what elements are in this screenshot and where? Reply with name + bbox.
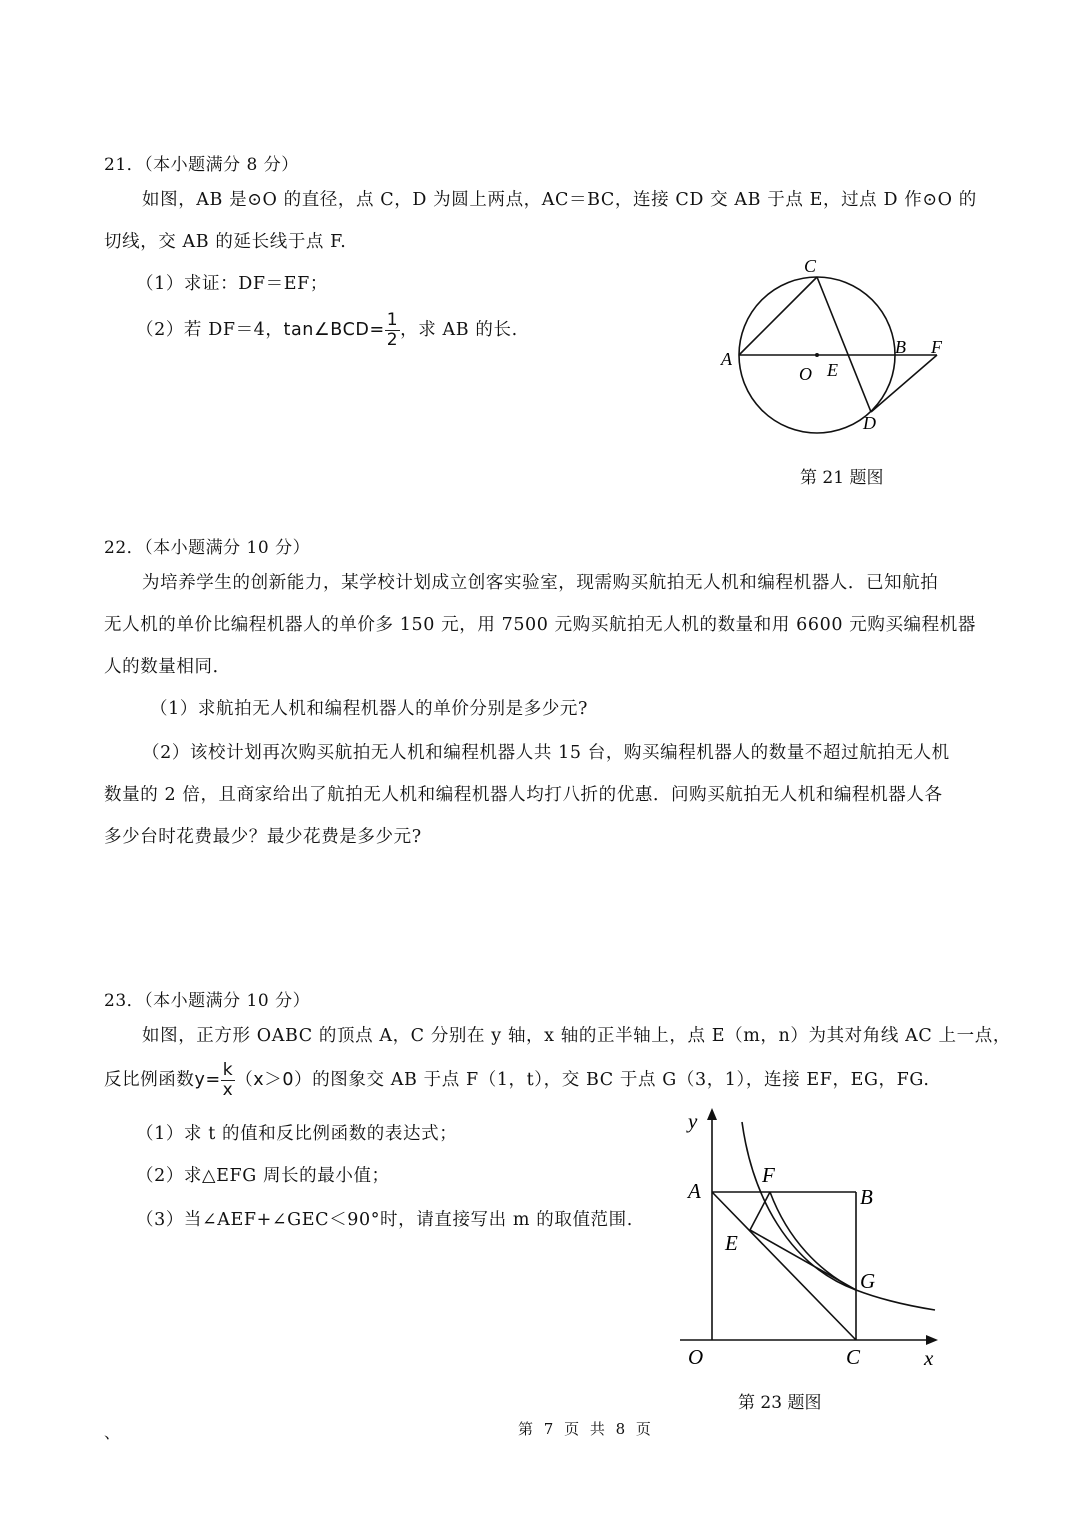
q23-line-EF [750,1192,770,1230]
q21-part-2 [136,312,518,349]
q23-y-axis-arrow [707,1108,717,1120]
q21-text-line-2: 切线，交 AB 的延长线于点 F. [104,232,347,252]
q22-part-1: （1）求航拍无人机和编程机器人的单价分别是多少元? [150,699,589,719]
q22-part-2-line-3: 多少台时花费最少？最少花费是多少元? [104,827,422,847]
q21-figure-caption: 第 21 题图 [800,468,884,488]
q23-fraction-numerator: k [222,1060,234,1080]
q21-label-O: O [799,364,812,384]
q21-part-1: （1）求证：DF＝EF； [136,274,328,294]
q23-line-2-suffix: 的图象交 AB 于点 F（1，t），交 BC 于点 G（3，1），连接 EF，EG，FG. [312,1070,930,1090]
q23-line-AC [712,1192,856,1340]
q23-part-2: （2）求△EFG 周长的最小值； [136,1166,390,1186]
q21-label-B: B [895,337,906,357]
q23-label-E: E [725,1231,738,1255]
q21-part-2-prefix: （2）若 DF＝4， [136,320,284,340]
q21-label-E: E [827,360,838,380]
q23-fraction-denominator: x [222,1080,234,1100]
page-number: 第 7 页 共 8 页 [518,1420,654,1438]
q22-part-2-line-1: （2）该校计划再次购买航拍无人机和编程机器人共 15 台，购买编程机器人的数量不超过航拍无人机 [142,743,950,763]
q21-text-line-1: 如图，AB 是⊙O 的直径，点 C，D 为圆上两点，AC＝BC，连接 CD 交 AB 于点 E，过点 D 作⊙O 的 [142,190,977,210]
q23-label-y: y [688,1109,698,1133]
q21-line-CD [817,277,871,412]
q23-heading: 23．（本小题满分 10 分） [104,991,311,1011]
q23-figure-caption: 第 23 题图 [738,1393,822,1413]
q23-part-3: （3）当∠AEF+∠GEC＜90°时，请直接写出 m 的取值范围. [136,1210,633,1230]
q23-line-2-prefix: 反比例函数 [104,1070,195,1090]
q22-part-2-line-2: 数量的 2 倍，且商家给出了航拍无人机和编程机器人均打八折的优惠．问购买航拍无人机和编程机器人各 [104,785,943,805]
q23-label-B: B [860,1185,873,1209]
q23-function-lhs: y= [194,1070,221,1090]
q21-part-2-suffix: ，求 AB 的长. [400,320,518,340]
q21-label-D: D [863,413,876,433]
q23-label-F: F [762,1163,775,1187]
q21-fraction-numerator: 1 [386,310,399,330]
q23-function-domain: （x＞0） [235,1070,313,1090]
q21-figure [715,252,965,437]
q22-text-line-3: 人的数量相同． [104,657,231,677]
q23-figure [670,1100,955,1380]
q23-text-line-1: 如图，正方形 OABC 的顶点 A，C 分别在 y 轴，x 轴的正半轴上，点 E（m，n）为其对角线 AC 上一点， [142,1026,1011,1046]
q21-heading: 21．（本小题满分 8 分） [104,155,299,175]
q21-label-C: C [804,256,817,276]
q23-label-O: O [688,1345,704,1369]
q23-label-G: G [860,1269,876,1293]
q22-text-line-1: 为培养学生的创新能力，某学校计划成立创客实验室，现需购买航拍无人机和编程机器人．已知航拍 [142,573,939,593]
q21-label-A: A [721,349,732,369]
q21-tan-expression: tan∠BCD= [283,320,385,340]
q21-fraction-denominator: 2 [386,330,399,350]
q21-label-F: F [931,337,942,357]
q23-label-C: C [846,1345,861,1369]
q21-fraction [385,312,400,349]
q23-label-x: x [924,1346,934,1370]
q23-hyperbola [742,1122,935,1310]
q21-center-dot [815,353,819,357]
footer-mark: 、 [104,1423,121,1442]
q23-part-1: （1）求 t 的值和反比例函数的表达式； [136,1124,458,1144]
q22-heading: 22．（本小题满分 10 分） [104,538,311,558]
q21-line-AC [739,277,817,355]
q23-line-FG [770,1192,856,1290]
q21-line-DF [871,355,937,412]
q23-function-fraction [221,1062,235,1099]
q23-x-axis-arrow [926,1335,938,1345]
q23-text-line-2 [104,1062,930,1099]
q23-label-A: A [688,1179,701,1203]
q22-text-line-2: 无人机的单价比编程机器人的单价多 150 元，用 7500 元购买航拍无人机的数量和用 6600 元购买编程机器 [104,615,976,635]
